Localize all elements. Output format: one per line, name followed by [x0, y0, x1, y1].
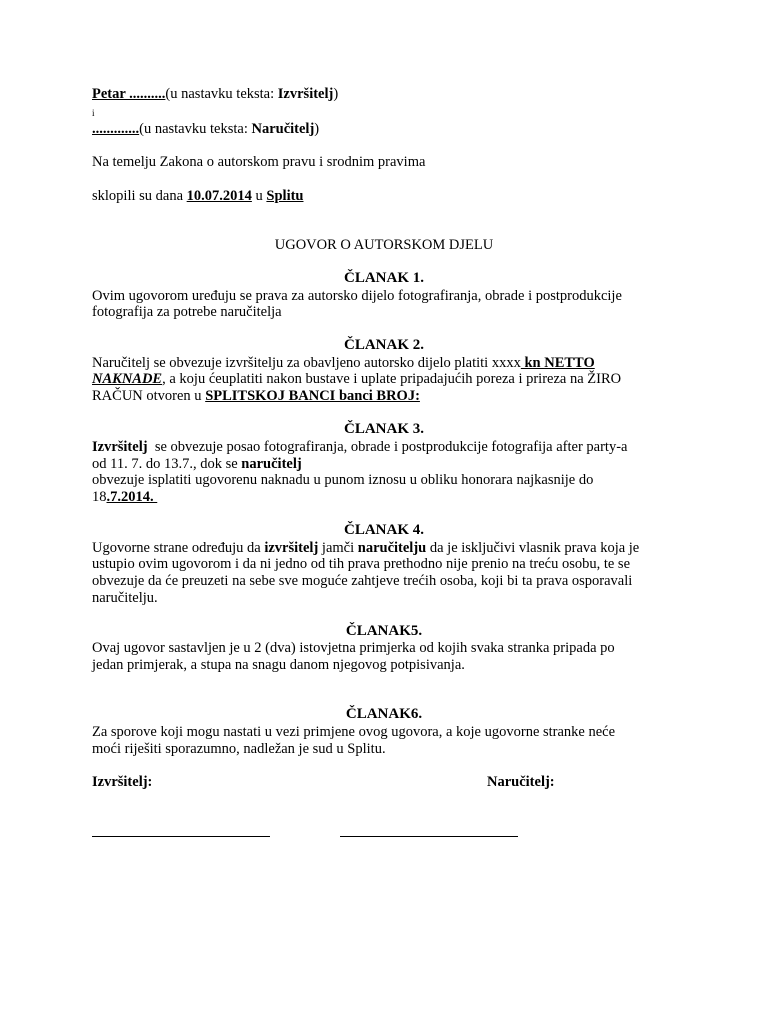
document-title: UGOVOR O AUTORSKOM DJELU [274, 237, 494, 253]
article-4-line-1 [92, 540, 639, 557]
signature-label-izvrsitelj: Izvršitelj: [92, 774, 153, 790]
article-4-narucitelju: naručitelju [357, 540, 427, 556]
article-1-line-2: fotografija za potrebe naručitelja [92, 304, 282, 320]
concluded-line [92, 188, 304, 205]
article-5-line-1: Ovaj ugovor sastavljen je u 2 (dva) istovjetna primjerka od kojih svaka stranka pripada po [92, 640, 615, 656]
party-narucitelj-line [92, 121, 319, 138]
article-3-line-1 [92, 439, 627, 456]
article-4-l1-text: Ugovorne strane određuju da [92, 540, 265, 556]
article-3-line-2 [92, 456, 302, 473]
article-5-heading: ČLANAK5. [345, 623, 423, 639]
narucitelj-note-role: Naručitelj [251, 121, 315, 137]
article-1-line-1: Ovim ugovorom uređuju se prava za autorsko dijelo fotografiranja, obrade i postprodukcije [92, 288, 622, 304]
narucitelj-note-post: ) [314, 121, 320, 137]
article-2-naknade: NAKNADE [92, 371, 163, 387]
article-6-line-2: moći riješiti sporazumno, nadležan je sud u Splitu. [92, 741, 386, 757]
article-3-line-3: obvezuje isplatiti ugovorenu naknadu u punom iznosu u obliku honorara najkasnije do [92, 472, 594, 488]
izvrsitelj-note-role: Izvršitelj [277, 86, 334, 102]
article-3-narucitelj: naručitelj [241, 456, 302, 472]
article-2-l1-text: Naručitelj se obvezuje izvršitelju za obavljeno autorsko dijelo platiti xxxx [92, 355, 521, 371]
article-2-line-1 [92, 355, 595, 372]
article-4-l1-mid: jamči [318, 540, 358, 556]
party-izvrsitelj-line [92, 86, 338, 103]
signature-label-narucitelj: Naručitelj: [487, 774, 555, 790]
signature-line-narucitelj [340, 836, 518, 837]
article-3-l1-text: se obvezuje posao fotografiranja, obrade i postprodukcije fotografija after party-a [147, 439, 628, 455]
party-connector: i [92, 108, 95, 118]
article-3-line-4 [92, 489, 157, 506]
article-2-line-2 [92, 371, 621, 388]
article-3-l4-text: 18 [92, 489, 107, 505]
article-3-izvrsitelj: Izvršitelj [92, 439, 148, 455]
signature-line-izvrsitelj [92, 836, 270, 837]
article-1-heading: ČLANAK 1. [343, 270, 424, 286]
contract-place: Splitu [266, 188, 304, 204]
article-4-line-3: obvezuje da će preuzeti na sebe sve moguće zahtjeve trećih osoba, koji bi ta prava osporavali [92, 573, 633, 589]
article-6-heading: ČLANAK6. [345, 706, 423, 722]
article-5-line-2: jedan primjerak, a stupa na snagu danom njegovog potpisivanja. [92, 657, 465, 673]
article-2-bank: SPLITSKOJ BANCI banci BROJ: [205, 388, 420, 404]
concluded-mid: u [251, 188, 267, 204]
article-6-line-1: Za sporove koji mogu nastati u vezi primjene ovog ugovora, a koje ugovorne stranke neće [92, 724, 616, 740]
article-2-line-3 [92, 388, 420, 405]
article-3-deadline: .7.2014. [106, 489, 158, 505]
article-4-line-2: ustupio ovim ugovorom i da ni jedno od tih prava prethodno nije prenio na treću osobu, te se [92, 556, 631, 572]
article-4-izvrsitelj: izvršitelj [264, 540, 319, 556]
article-4-line-4: naručitelju. [92, 590, 158, 606]
concluded-pre: sklopili su dana [92, 188, 187, 204]
article-4-l1-rest: da je isključivi vlasnik prava koja je [426, 540, 640, 556]
article-2-amount-label: kn NETTO [520, 355, 595, 371]
article-2-heading: ČLANAK 2. [343, 337, 424, 353]
article-2-l2-text: , a koju ćeuplatiti nakon bustave i uplate pripadajućih poreza i prireza na ŽIRO [162, 371, 622, 387]
article-3-heading: ČLANAK 3. [343, 421, 424, 437]
izvrsitelj-name: Petar .......... [92, 86, 166, 102]
contract-date: 10.07.2014 [186, 188, 252, 204]
narucitelj-note-pre: (u nastavku teksta: [139, 121, 252, 137]
izvrsitelj-note-post: ) [333, 86, 339, 102]
article-4-heading: ČLANAK 4. [343, 522, 424, 538]
article-2-l3-text: RAČUN otvoren u [92, 388, 206, 404]
narucitelj-name: ............. [92, 121, 140, 137]
article-3-l2-text: od 11. 7. do 13.7., dok se [92, 456, 242, 472]
izvrsitelj-note-pre: (u nastavku teksta: [165, 86, 278, 102]
legal-basis: Na temelju Zakona o autorskom pravu i srodnim pravima [92, 154, 426, 170]
